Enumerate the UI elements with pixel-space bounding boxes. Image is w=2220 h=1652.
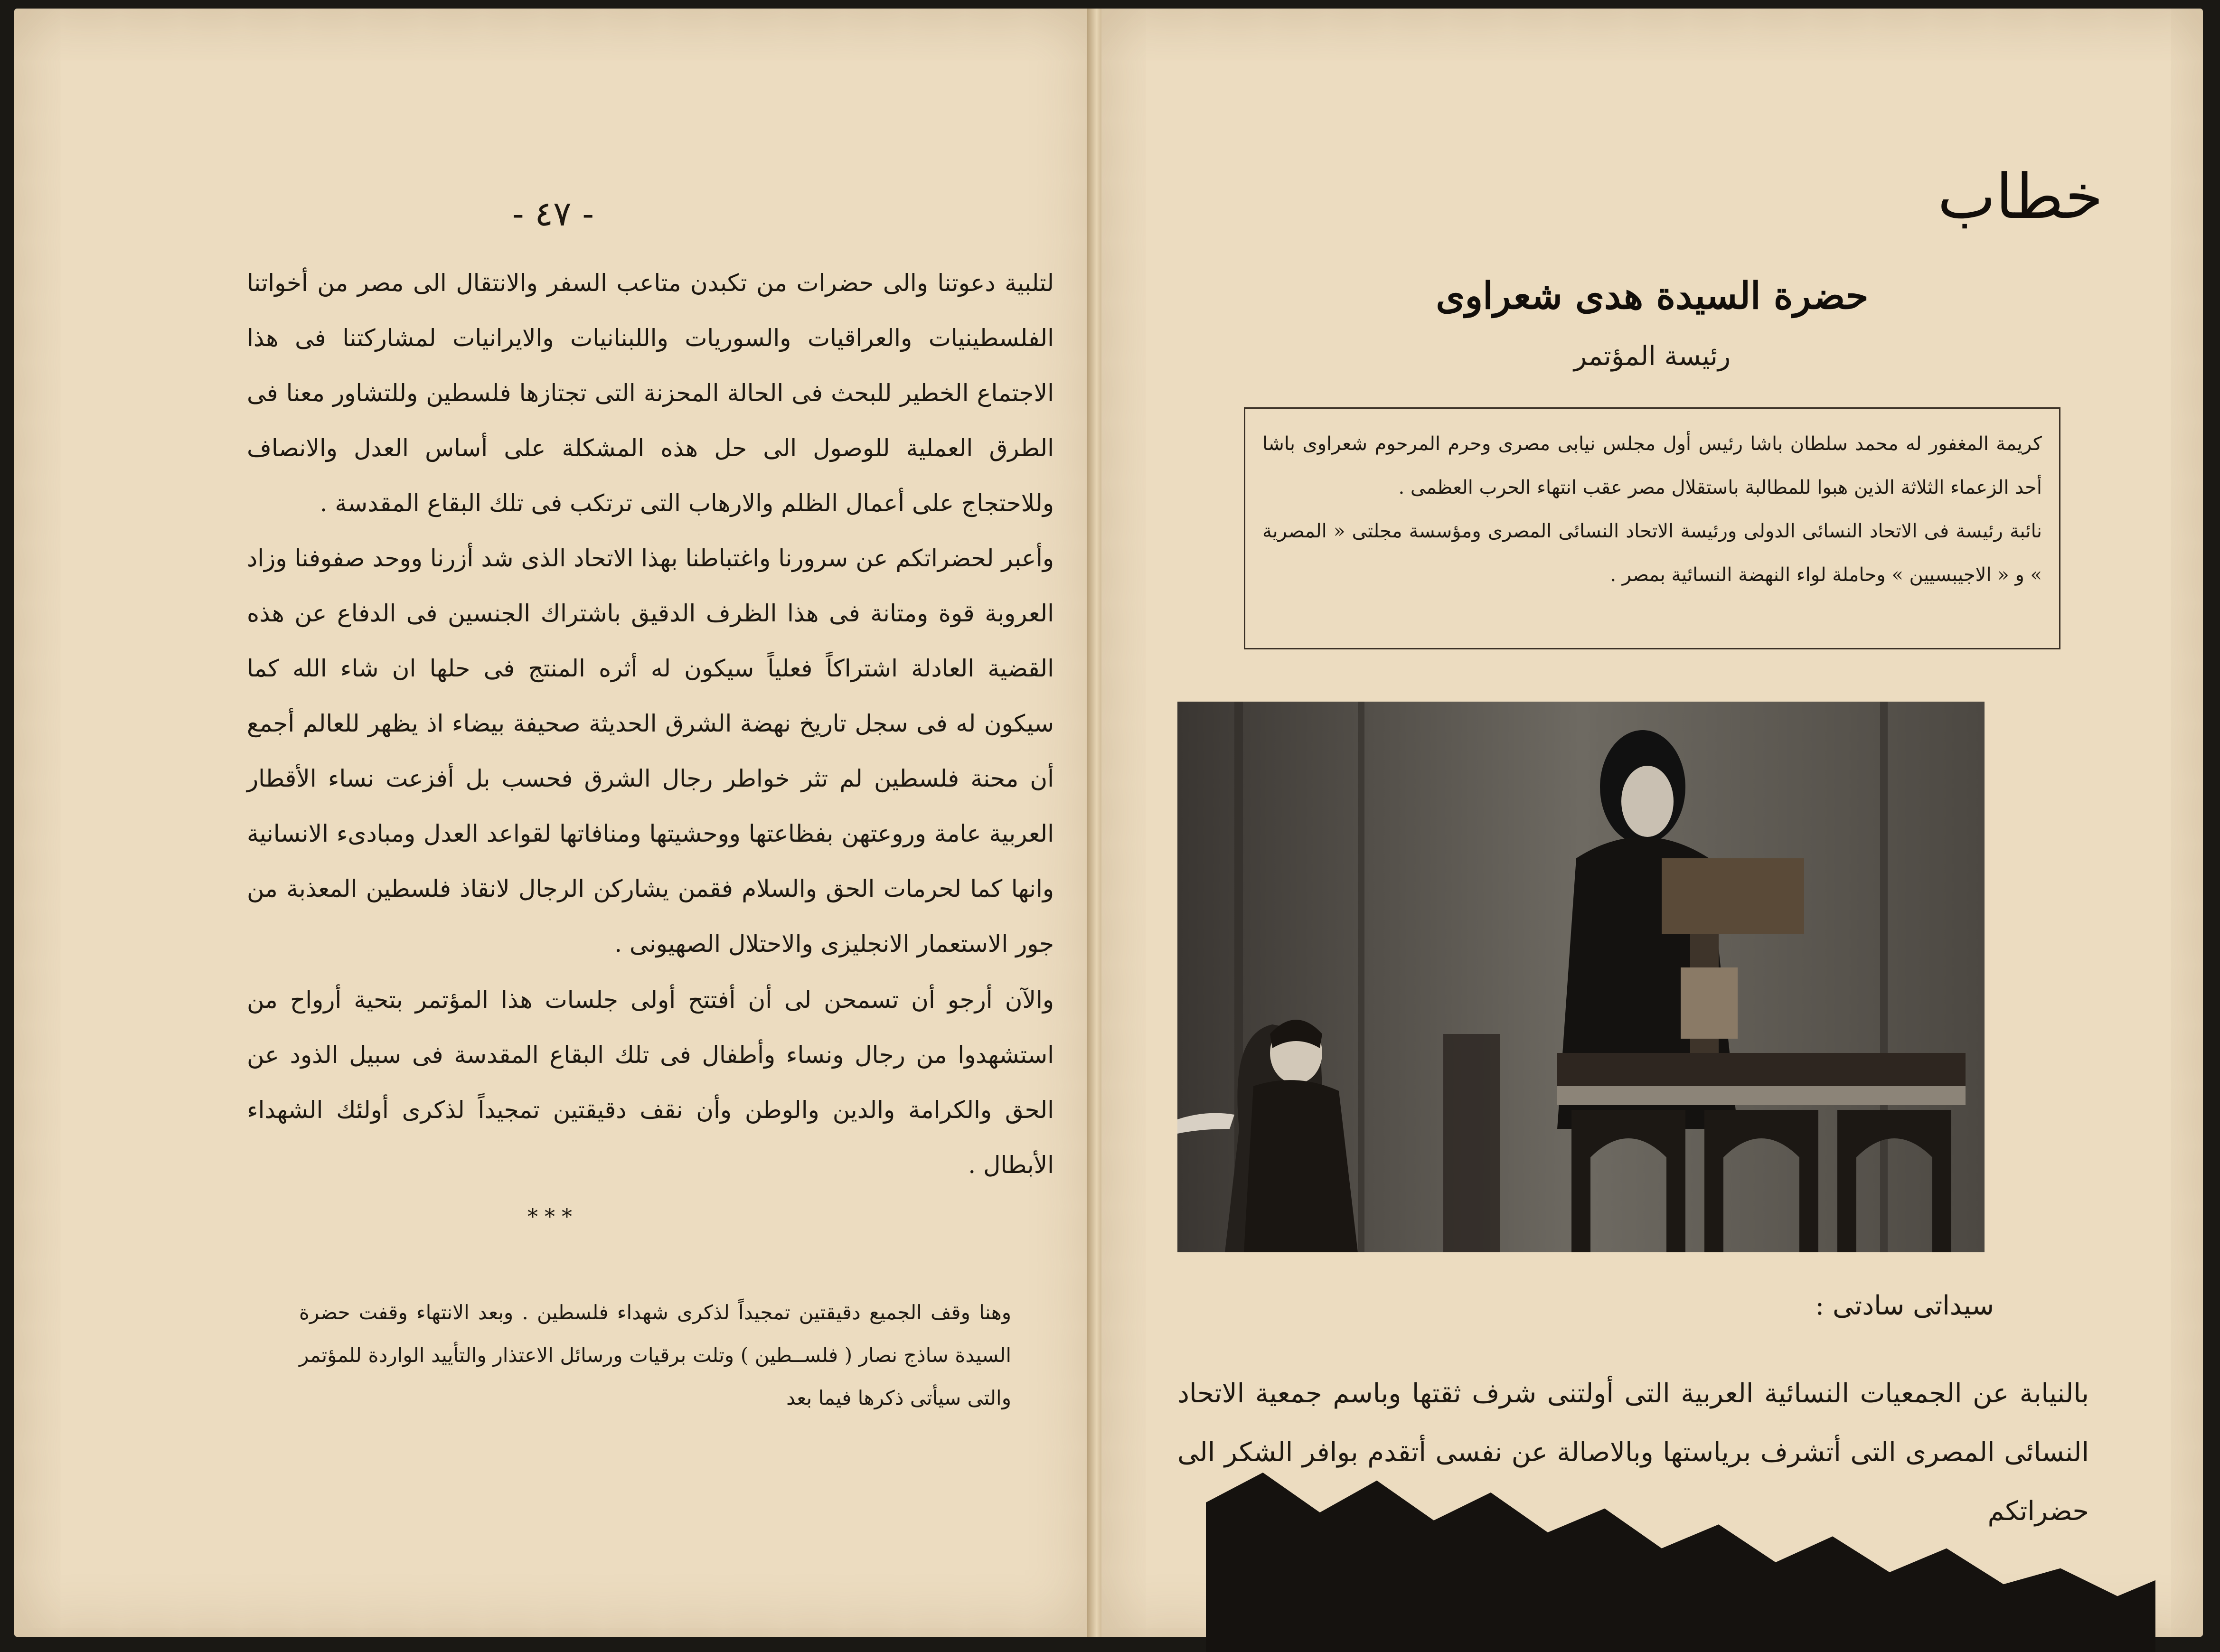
body-paragraph: والآن أرجو أن تسمحن لى أن أفتتح أولى جلسات هذا المؤتمر بتحية أرواح من استشهدوا من رجال ونساء وأطفال فى تلك البقاع المقدسة فى سبيل الذود عن الحق والكرامة والدين والوطن وأن نقف دقيقتين تمجيداً لذكرى أولئك الشهداء الأبطال . (247, 986, 1054, 1179)
footnote: وهنا وقف الجميع دقيقتين تمجيداً لذكرى شهداء فلسطين . وبعد الانتهاء وقفت حضرة السيدة ساذج نصار ( فلســطين ) وتلت برقيات ورسائل الاعتذار والتأييد الواردة للمؤتمر والتى سيأتى ذكرها فيما بعد (299, 1301, 1011, 1409)
page-number: - ٤٧ - (512, 194, 594, 234)
speech-title: خطاب (1938, 160, 2103, 233)
salutation: سيداتى سادتى : (1815, 1290, 1994, 1321)
right-page (1101, 9, 2203, 1637)
speaker-role: رئيسة المؤتمر (1573, 341, 1731, 372)
speaker-photo (1177, 702, 1985, 1252)
speaker-photo-image (1177, 702, 1985, 1252)
speech-body: بالنيابة عن الجمعيات النسائية العربية التى أولتنى شرف ثقتها وباسم جمعية الاتحاد النسائى المصرى التى أتشرف برياستها وبالاصالة عن نفسى أتقدم بوافر الشكر الى حضراتكم (1177, 1378, 2089, 1527)
body-paragraph: وأعبر لحضراتكم عن سرورنا واغتباطنا بهذا الاتحاد الذى شد أزرنا ووحد صفوفنا وزاد العروبة قوة ومتانة فى هذا الظرف الدقيق باشتراك الجنسين فى الدفاع عن هذه القضية العادلة اشتراكاً فعلياً سيكون له أثره المنتج فى حلها ان شاء الله كما سيكون له فى سجل تاريخ نهضة الشرق الحديثة صحيفة بيضاء اذ يظهر للعالم أجمع أن محنة فلسطين لم تثر خواطر رجال الشرق فحسب بل أفزعت نساء الأقطار العربية عامة وروعتهن بفظاعتها ووحشيتها ومنافاتها لقواعد العدل ومبادىء الانسانية وانها كما لحرمات الحق والسلام فقمن يشاركن الرجال لانقاذ فلسطين المعذبة من جور الاستعمار الانجليزى والاحتلال الصهيونى . (247, 544, 1054, 957)
biography-line: كريمة المغفور له محمد سلطان باشا رئيس أول مجلس نيابى مصرى وحرم المرحوم شعراوى باشا أحد الزعماء الثلاثة الذين هبوا للمطالبة باستقلال مصر عقب انتهاء الحرب العظمى . (1262, 433, 2042, 498)
section-separator: *** (527, 1205, 579, 1229)
biography-line: نائبة رئيسة فى الاتحاد النسائى الدولى ورئيسة الاتحاد النسائى المصرى ومؤسسة مجلتى « المصرية » و « الاجيبسيين » وحاملة لواء النهضة النسائية بمصر . (1262, 520, 2042, 586)
body-paragraph: لتلبية دعوتنا والى حضرات من تكبدن متاعب السفر والانتقال الى مصر من أخواتنا الفلسطينيات والعراقيات والسوريات واللبنانيات والايرانيات لمشاركتنا فى هذا الاجتماع الخطير للبحث فى الحالة المحزنة التى تجتازها فلسطين وللتشاور معنا فى الطرق العملية للوصول الى حل هذه المشكلة على أساس العدل والانصاف وللاحتجاج على أعمال الظلم والارهاب التى ترتكب فى تلك البقاع المقدسة . (247, 269, 1054, 517)
speaker-name: حضرة السيدة هدى شعراوى (1436, 274, 1869, 318)
left-page (14, 9, 1092, 1637)
biography-box (1244, 407, 2060, 649)
